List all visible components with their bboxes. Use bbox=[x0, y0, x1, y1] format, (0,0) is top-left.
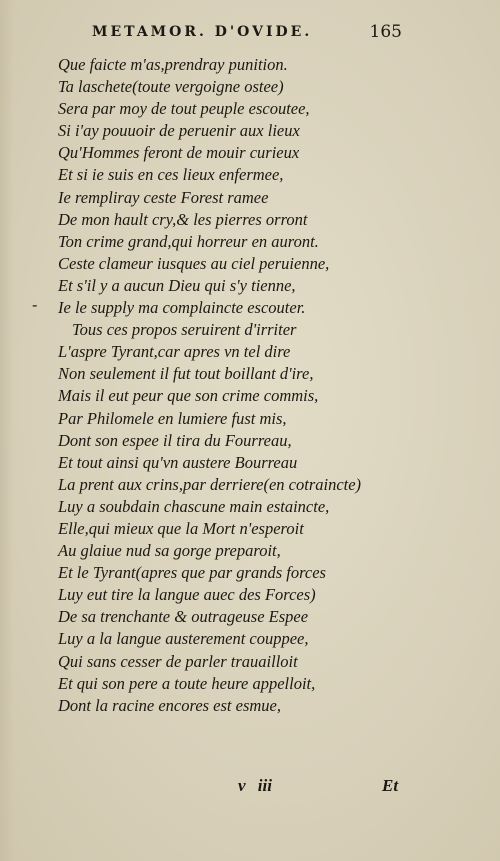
verse-line: Qui sans cesser de parler trauailloit bbox=[58, 651, 298, 671]
verse-line: Ta laschete(toute vergoigne ostee) bbox=[58, 77, 284, 97]
verse-line: Tous ces propos seruirent d'irriter bbox=[72, 320, 297, 340]
page-header bbox=[92, 22, 402, 44]
verse-line: Ie le supply ma complaincte escouter. bbox=[58, 298, 306, 318]
verse-line: Non seulement il fut tout boillant d'ire, bbox=[58, 364, 314, 384]
verse-line: Qu'Hommes feront de mouir curieux bbox=[58, 143, 300, 163]
verse-line: Ceste clameur iusques au ciel peruienne, bbox=[58, 253, 330, 273]
verse-block bbox=[58, 54, 438, 717]
page-number: 165 bbox=[369, 22, 402, 42]
verse-line: Dont son espee il tira du Fourreau, bbox=[58, 430, 292, 450]
verse-line: Ton crime grand,qui horreur en auront. bbox=[58, 231, 319, 251]
verse-line: Et qui son pere a toute heure appelloit, bbox=[58, 673, 316, 693]
verse-line: Au glaiue nud sa gorge preparoit, bbox=[58, 541, 281, 561]
signature-mark: v iii bbox=[238, 776, 272, 795]
verse-line: Et le Tyrant(apres que par grands forces bbox=[58, 563, 326, 583]
verse-line: Elle,qui mieux que la Mort n'esperoit bbox=[58, 518, 304, 538]
verse-line: Sera par moy de tout peuple escoutee, bbox=[58, 99, 310, 119]
verse-line: Par Philomele en lumiere fust mis, bbox=[58, 408, 287, 428]
verse-line: Et tout ainsi qu'vn austere Bourreau bbox=[58, 452, 298, 472]
catchword: Et bbox=[382, 776, 399, 795]
verse-line: De sa trenchante & outrageuse Espee bbox=[58, 607, 309, 627]
verse-line: Ie rempliray ceste Forest ramee bbox=[58, 187, 269, 207]
verse-line: L'aspre Tyrant,car apres vn tel dire bbox=[58, 342, 291, 362]
verse-line: La prent aux crins,par derriere(en cotraincte) bbox=[58, 474, 362, 494]
verse-line: Luy eut tire la langue auec des Forces) bbox=[58, 585, 316, 605]
verse-line: Et si ie suis en ces lieux enfermee, bbox=[58, 165, 284, 185]
verse-line: Et s'il y a aucun Dieu qui s'y tienne, bbox=[58, 275, 296, 295]
verse-line: De mon hault cry,& les pierres orront bbox=[58, 209, 308, 229]
running-title: METAMOR. D'OVIDE. bbox=[92, 24, 313, 40]
verse-line: Luy a soubdain chascune main estaincte, bbox=[58, 496, 330, 516]
verse-line: Dont la racine encores est esmue, bbox=[58, 695, 281, 715]
verse-line: Que faicte m'as,prendray punition. bbox=[58, 55, 288, 74]
margin-mark: - bbox=[32, 295, 38, 314]
verse-line: Si i'ay pouuoir de peruenir aux lieux bbox=[58, 121, 300, 141]
verse-line: Luy a la langue austerement couppee, bbox=[58, 629, 309, 649]
verse-line: Mais il eut peur que son crime commis, bbox=[58, 386, 319, 406]
